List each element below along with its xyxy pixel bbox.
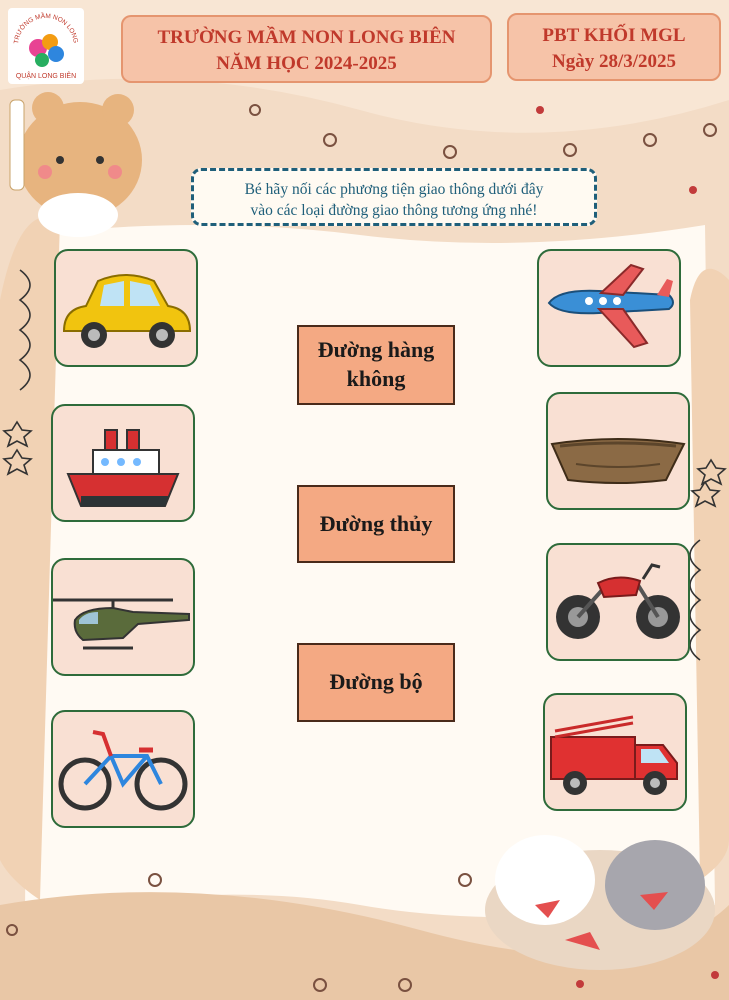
bicycle-icon	[53, 712, 193, 826]
school-name: TRƯỜNG MẦM NON LONG BIÊN	[157, 27, 456, 48]
svg-text:TRƯỜNG MẦM NON LONG BIÊN: TRƯỜNG MẦM NON LONG	[13, 12, 79, 45]
car-card[interactable]	[54, 249, 198, 367]
road-land-label: Đường bộ	[329, 669, 423, 695]
instruction-box	[191, 168, 597, 226]
school-logo	[8, 8, 84, 84]
boat-icon	[548, 394, 688, 508]
school-year: NĂM HỌC 2024-2025	[216, 52, 397, 74]
boat-card[interactable]	[546, 392, 690, 510]
road-air-label: Đường hàng không	[317, 337, 435, 391]
airplane-icon	[539, 251, 679, 365]
fire-truck-card[interactable]	[543, 693, 687, 811]
ship-icon	[53, 406, 193, 520]
cats-illustration	[485, 835, 715, 970]
sheet-date: Ngày 28/3/2025	[551, 50, 677, 72]
motorcycle-card[interactable]	[546, 543, 690, 661]
bicycle-card[interactable]	[51, 710, 195, 828]
instruction-line-1: Bé hãy nối các phương tiện giao thông dưới đây	[244, 181, 544, 198]
fire-truck-icon	[545, 695, 685, 809]
airplane-card[interactable]	[537, 249, 681, 367]
sheet-header	[507, 13, 721, 81]
sheet-class: PBT KHỐI MGL	[542, 25, 686, 46]
school-header	[121, 15, 492, 83]
svg-text:QUẬN LONG BIÊN: QUẬN LONG BIÊN	[15, 73, 77, 80]
helicopter-card[interactable]	[51, 558, 195, 676]
car-icon	[56, 251, 196, 365]
road-water-label: Đường thủy	[319, 510, 433, 536]
helicopter-icon	[53, 560, 193, 674]
road-air-box[interactable]	[297, 325, 455, 405]
road-water-box[interactable]	[297, 485, 455, 563]
motorcycle-icon	[548, 545, 688, 659]
road-land-box[interactable]	[297, 643, 455, 722]
ship-card[interactable]	[51, 404, 195, 522]
instruction-line-2: vào các loại đường giao thông tương ứng nhé!	[250, 201, 538, 219]
